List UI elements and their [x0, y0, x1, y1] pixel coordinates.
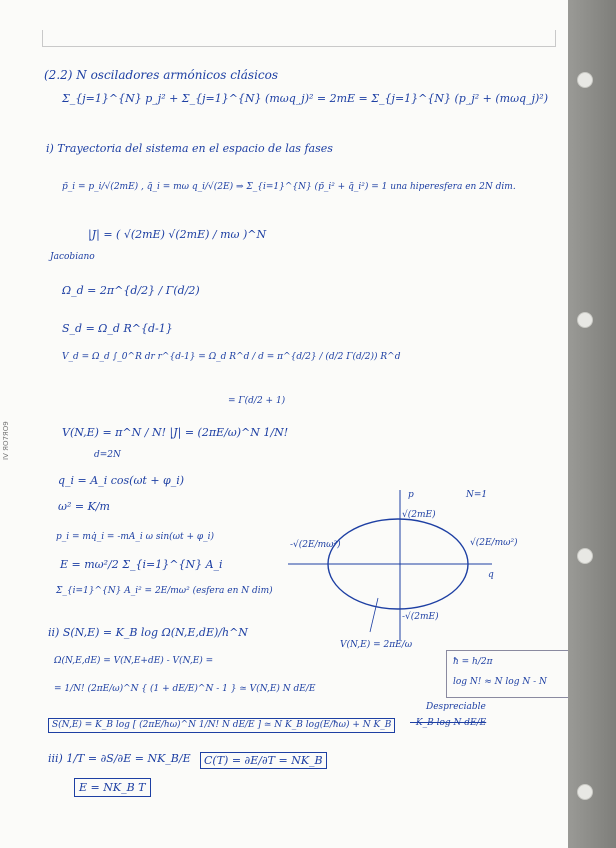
- gamma-note: = Γ(d/2 + 1): [228, 396, 286, 406]
- energy-line: E = mω²/2 Σ_{i=1}^{N} A_i: [60, 558, 223, 571]
- sigma-d-line: S_d = Ω_d R^{d-1}: [62, 322, 173, 335]
- plot-label-top: √(2mE): [402, 510, 436, 520]
- plot-label-bottom: -√(2mE): [402, 612, 439, 622]
- hint-box: [446, 650, 570, 698]
- jacobian-line: |J| = ( √(2mE) √(2mE) / mω )^N: [88, 228, 267, 241]
- q-solution-line: q_i = A_i cos(ωt + φ_i): [58, 474, 185, 487]
- energy-temperature-result: E = NK_B T: [74, 778, 151, 797]
- area-arrow: [370, 598, 378, 632]
- hint-hbar: ħ = h/2π: [453, 657, 493, 667]
- plot-label-right: √(2E/mω²): [470, 538, 518, 548]
- side-label: IV ЯO7ЯO9: [2, 421, 10, 460]
- punch-hole: [577, 312, 593, 328]
- title-line: (2.2) N osciladores armónicos clásicos: [44, 68, 279, 82]
- punch-hole: [577, 784, 593, 800]
- negligible-term: - K_B log N dE/E: [410, 718, 487, 728]
- section-iii-line: iii) 1/T = ∂S/∂E = NK_B/E: [48, 752, 191, 765]
- hamiltonian-line: Σ_{j=1}^{N} p_j² + Σ_{j=1}^{N} (mωq_j)² = 2mE = Σ_{j=1}^{N} (p_j² + (mωq_j)²): [62, 92, 549, 105]
- plot-label-q: q: [488, 570, 494, 580]
- hint-stirling: log N! ≈ N log N - N: [453, 677, 547, 687]
- binder-strip: [568, 0, 616, 848]
- d-2N-note: d=2N: [94, 450, 121, 460]
- negligible-note: Despreciable: [426, 702, 486, 712]
- omega-expansion: = 1/N! (2πE/ω)^N { (1 + dE/E)^N - 1 } ≃ V(N,E) N dE/E: [54, 684, 316, 694]
- plot-area-label: V(N,E) = 2πE/ω: [340, 640, 413, 650]
- sphere-line: Σ_{i=1}^{N} A_i² = 2E/mω² (esfera en N dim): [56, 586, 273, 596]
- p-solution-line: p_i = mq̇_i = -mA_i ω sin(ωt + φ_i): [56, 532, 215, 542]
- plot-label-left: -√(2E/mω²): [290, 540, 341, 550]
- entropy-definition: ii) S(N,E) = K_B log Ω(N,E,dE)/h^N: [48, 626, 248, 639]
- punch-hole: [577, 548, 593, 564]
- omega-d-line: Ω_d = 2π^{d/2} / Γ(d/2): [62, 284, 200, 297]
- section-i-heading: i) Trayectoria del sistema en el espacio de las fases: [46, 142, 333, 155]
- entropy-result: S(N,E) = K_B log [ (2πE/hω)^N 1/N! N dE/E ] ≃ N K_B log(E/ħω) + N K_B: [48, 718, 395, 733]
- volume-line: V_d = Ω_d ∫_0^R dr r^{d-1} = Ω_d R^d / d = π^{d/2} / (d/2 Γ(d/2)) R^d: [62, 352, 401, 362]
- plot-label-n: N=1: [466, 490, 488, 500]
- omega-definition: Ω(N,E,dE) = V(N,E+dE) - V(N,E) =: [54, 656, 214, 666]
- jacobian-label: Jacobiano: [50, 252, 95, 262]
- change-of-variables-line: p̃_i = p_i/√(2mE) , q̃_i = mω q_i/√(2E) ⇒ Σ_{i=1}^{N} (p̃_i² + q̃_i²) = 1 una hiperesfera en 2N dim.: [62, 182, 516, 192]
- V-NE-line: V(N,E) = π^N / N! |J| = (2πE/ω)^N 1/N!: [62, 426, 289, 439]
- plot-label-p: p: [408, 490, 414, 500]
- heat-capacity-result: C(T) = ∂E/∂T = NK_B: [200, 752, 327, 769]
- punch-hole: [577, 72, 593, 88]
- omega-squared-line: ω² = K/m: [58, 500, 110, 513]
